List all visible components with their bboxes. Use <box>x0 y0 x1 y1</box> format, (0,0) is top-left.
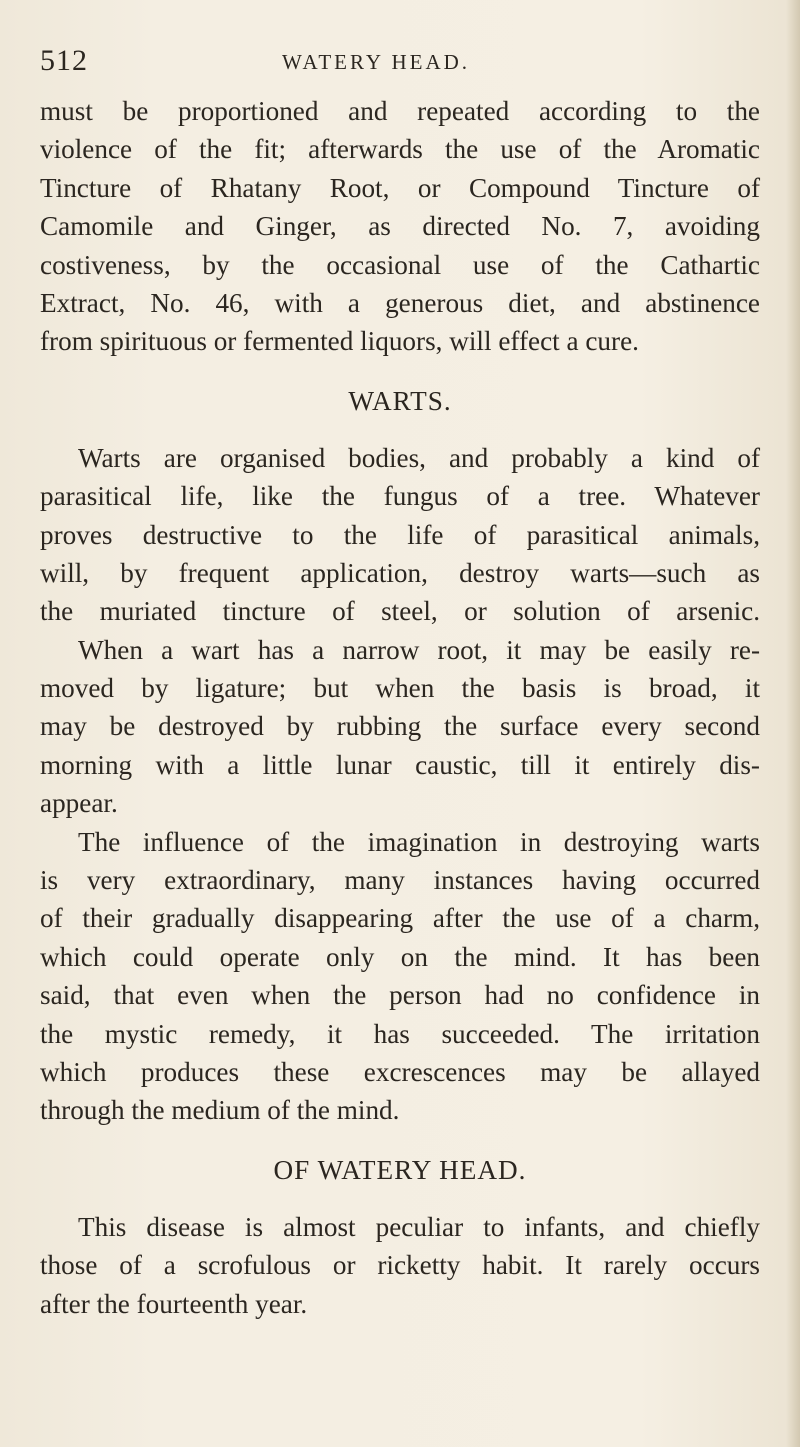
text-line: must be proportioned and repeated according to the <box>40 96 760 126</box>
text-line: proves destructive to the life of parasitical animals, <box>40 519 760 550</box>
text-line: Camomile and Ginger, as directed No. 7, avoiding <box>40 211 760 242</box>
text-line: Warts are organised bodies, and probably a kind of <box>78 442 760 473</box>
section-heading-warts: WARTS. <box>348 385 452 416</box>
text-line: moved by ligature; but when the basis is broad, it <box>40 673 760 704</box>
body-text <box>40 92 760 1323</box>
text-line: morning with a little lunar caustic, till it entirely dis- <box>40 749 760 780</box>
page-number: 512 <box>40 44 88 77</box>
text-line: The influence of the imagination in destroying warts <box>78 826 760 857</box>
text-line: after the fourteenth year. <box>40 1288 308 1319</box>
paragraph-warts-2 <box>40 823 760 1130</box>
text-line: Extract, No. 46, with a generous diet, and abstinence <box>40 287 760 318</box>
text-line: is very extraordinary, many instances having occurred <box>40 865 760 896</box>
paragraph-warts-1 <box>40 439 760 823</box>
text-line: those of a scrofulous or ricketty habit. It rarely occurs <box>40 1250 760 1281</box>
text-line: violence of the fit; afterwards the use of the Aromatic <box>40 134 760 165</box>
text-line: This disease is almost peculiar to infants, and chiefly <box>78 1211 760 1242</box>
section-heading-watery-head: OF WATERY HEAD. <box>273 1154 527 1185</box>
page-edge-shadow <box>786 0 800 1447</box>
text-line: will, by frequent application, destroy warts—such as <box>40 557 760 588</box>
text-line: the muriated tincture of steel, or solution of arsenic. <box>40 596 760 627</box>
running-title: WATERY HEAD. <box>282 50 471 74</box>
text-line: parasitical life, like the fungus of a tree. Whatever <box>40 481 760 512</box>
text-line: which could operate only on the mind. It has been <box>40 941 760 972</box>
text-line: through the medium of the mind. <box>40 1095 400 1126</box>
text-line: Tincture of Rhatany Root, or Compound Tincture of <box>40 172 760 203</box>
paragraph-watery-head <box>40 1208 760 1323</box>
text-line: may be destroyed by rubbing the surface every second <box>40 711 760 742</box>
text-line: the mystic remedy, it has succeeded. The irritation <box>40 1018 760 1049</box>
text-line: of their gradually disappearing after the use of a charm, <box>40 903 760 934</box>
paragraph-continued <box>40 92 760 361</box>
text-line: costiveness, by the occasional use of the Cathartic <box>40 249 760 280</box>
text-line: from spirituous or fermented liquors, will effect a cure. <box>40 326 639 357</box>
text-line: said, that even when the person had no confidence in <box>40 980 760 1011</box>
text-line: which produces these excrescences may be allayed <box>40 1056 760 1087</box>
text-line: When a wart has a narrow root, it may be easily re- <box>78 634 760 665</box>
text-line: appear. <box>40 788 118 819</box>
running-head <box>40 44 760 84</box>
